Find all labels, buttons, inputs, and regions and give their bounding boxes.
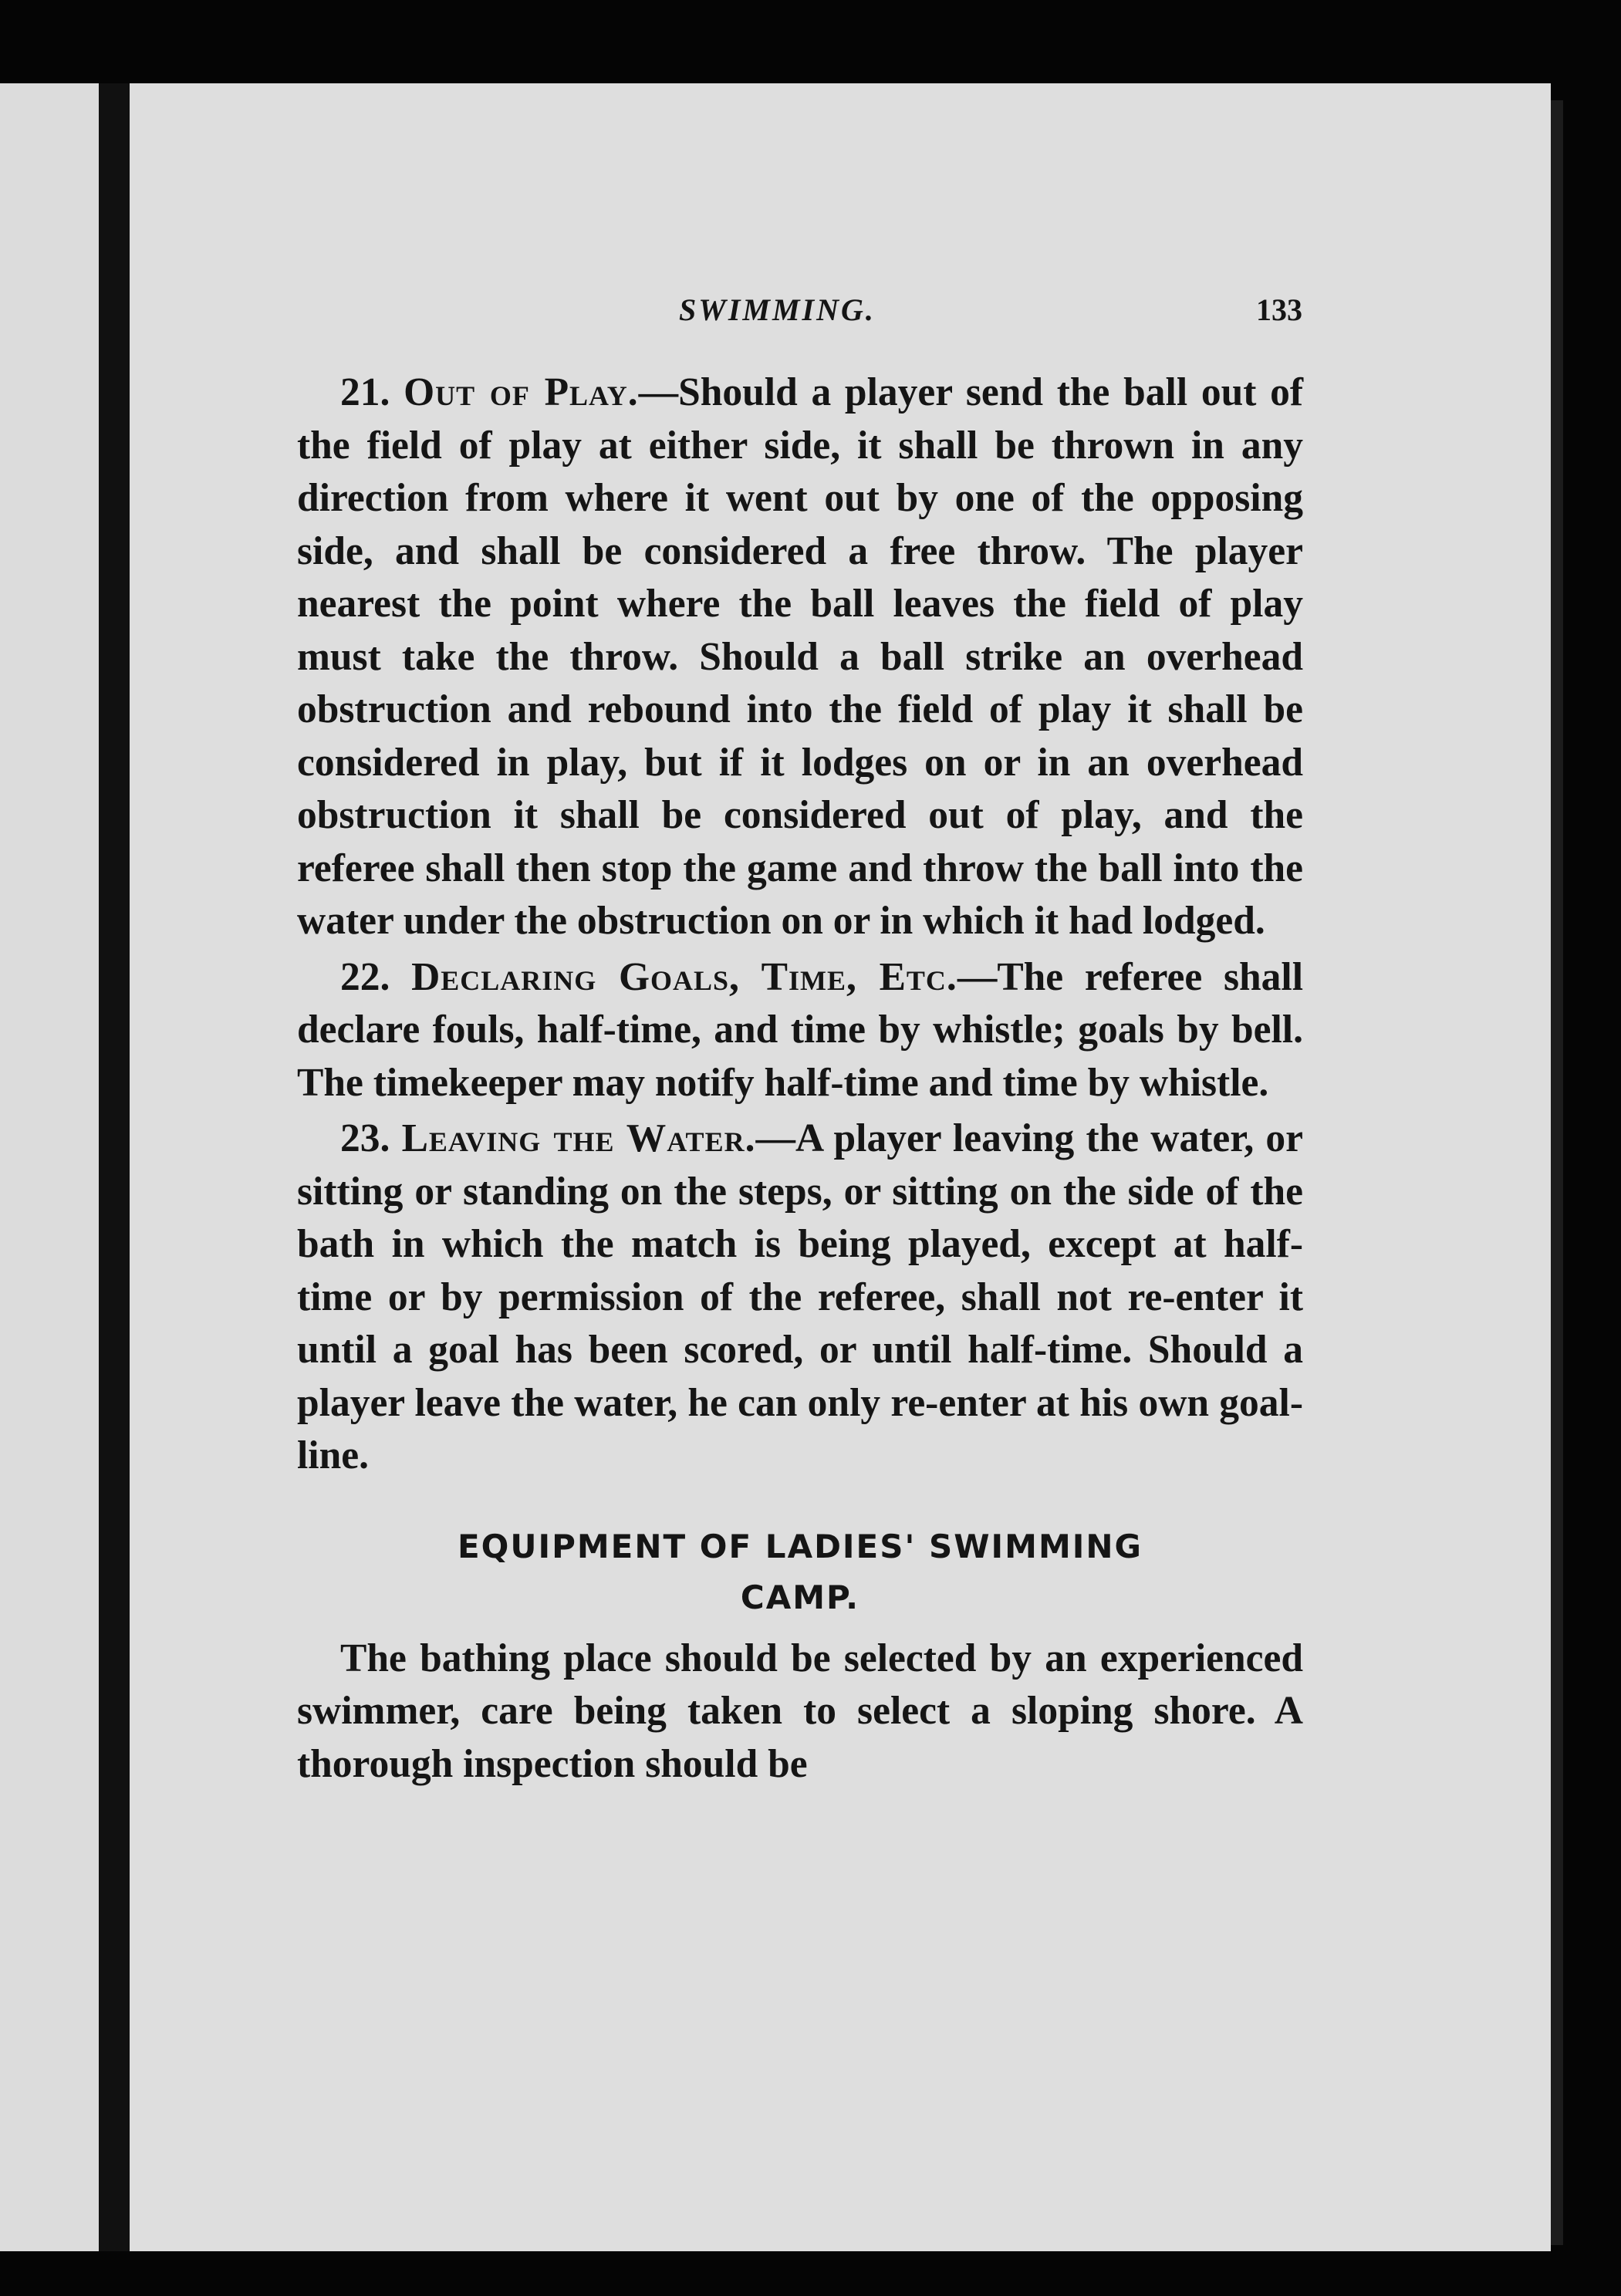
book-gutter bbox=[99, 83, 130, 2251]
rule-number: 23. bbox=[340, 1116, 390, 1160]
facing-page-edge bbox=[0, 83, 99, 2251]
rule-text: —Should a player send the ball out of the field of play at either side, it shall be thrown in any direction from where it went out by one of the opposing side, and shall be considered a free throw. The player nearest the point where the ball leaves the field of play must take the throw. Should a ball strike an overhead obstruction and rebound into the field of play it shall be considered in play, but if it lodges on or in an overhead obstruction it shall be considered out of play, and the referee shall then stop the game and throw the ball into the water under the obstruction on or in which it had lodged. bbox=[297, 370, 1303, 943]
rule-title: Declaring Goals, Time, Etc. bbox=[411, 954, 957, 999]
page-body bbox=[297, 366, 1303, 1791]
rule-23 bbox=[297, 1113, 1303, 1483]
rule-text: —The referee shall declare fouls, half-time, and time by whistle; goals by bell. The timekeeper may notify half-time and time by whistle. bbox=[297, 954, 1304, 1105]
page-number: 133 bbox=[1256, 292, 1302, 327]
rule-text: —A player leaving the water, or sitting or standing on the steps, or sitting on the side of the bath in which the match is being played, except at half-time or by permission of the referee, shall not re-enter it until a goal has been scored, or until half-time. Should a player leave the water, he can only re-enter at his own goal-line. bbox=[297, 1116, 1304, 1477]
section-heading-line-2: CAMP. bbox=[740, 1578, 860, 1616]
section-heading bbox=[297, 1521, 1303, 1623]
rule-number: 22. bbox=[340, 954, 390, 999]
section-paragraph: The bathing place should be selected by an experienced swimmer, care being taken to select a sloping shore. A thorough inspection should be bbox=[297, 1636, 1303, 1786]
running-head: SWIMMING. bbox=[679, 292, 876, 327]
rule-22 bbox=[297, 951, 1303, 1110]
rule-title: Leaving the Water. bbox=[401, 1116, 756, 1160]
rule-21 bbox=[297, 366, 1303, 948]
rule-title: Out of Play. bbox=[404, 370, 639, 414]
page-edge-shadow bbox=[1551, 100, 1563, 2245]
rule-number: 21. bbox=[340, 370, 390, 414]
section-heading-line-1: EQUIPMENT OF LADIES' SWIMMING bbox=[457, 1527, 1143, 1565]
